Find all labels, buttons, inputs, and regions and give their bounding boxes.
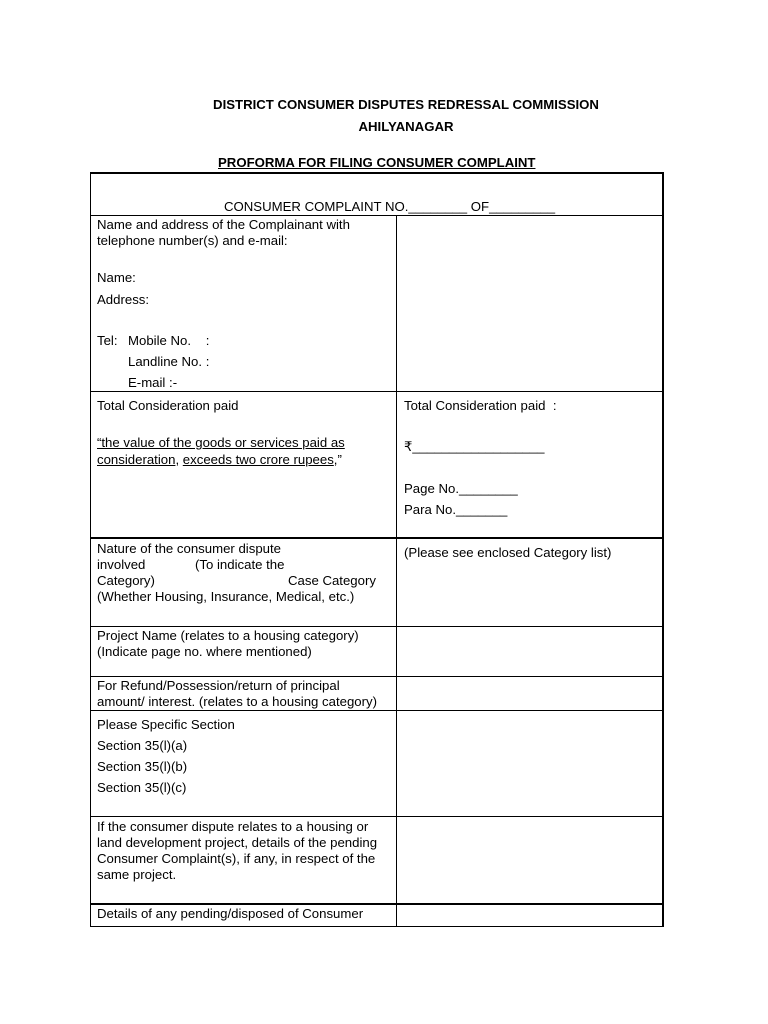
refund-line2: amount/ interest. (relates to a housing category) (97, 694, 378, 709)
section-title: Please Specific Section (97, 717, 235, 732)
complainant-intro-line2: telephone number(s) and e-mail: (97, 233, 288, 248)
complainant-tel-label: Tel: (97, 333, 118, 348)
complaint-number-blank: ________ (408, 199, 468, 214)
nature-line1: Nature of the consumer dispute (97, 541, 281, 556)
nature-line3b: Case Category (288, 573, 376, 588)
table-border-bottom (90, 926, 664, 927)
commission-place: AHILYANAGAR (358, 119, 454, 134)
section-item: Section 35(l)(c) (97, 780, 187, 795)
pending-line3: Consumer Complaint(s), if any, in respect of the (97, 851, 376, 866)
complainant-mobile-label: Mobile No. : (128, 333, 210, 348)
complaint-of-label: OF (470, 199, 490, 214)
row-divider (90, 537, 664, 539)
consideration-amount-line (404, 439, 544, 455)
complainant-email-label: E-mail :- (128, 375, 178, 390)
consideration-right-title: Total Consideration paid : (404, 398, 557, 413)
row-divider (90, 626, 664, 627)
amount-blank: __________________ (412, 439, 545, 454)
quote-comma: , (175, 452, 180, 467)
pending-line2: land development project, details of the pending (97, 835, 378, 850)
complainant-name-label: Name: (97, 270, 136, 285)
rupee-symbol: ₹ (404, 439, 413, 454)
quote-end: ,” (333, 452, 342, 467)
section-item: Section 35(l)(a) (97, 738, 188, 753)
row-divider (90, 676, 664, 677)
complainant-intro-line1: Name and address of the Complainant with (97, 217, 350, 232)
complaint-number-label: CONSUMER COMPLAINT NO. (224, 199, 409, 214)
consideration-para-no: Para No._______ (404, 502, 508, 517)
row-divider (90, 391, 664, 392)
details-line1: Details of any pending/disposed of Consumer (97, 906, 364, 921)
pending-line1: If the consumer dispute relates to a housing or (97, 819, 369, 834)
row-divider (90, 710, 664, 711)
row-divider (90, 816, 664, 817)
refund-line1: For Refund/Possession/return of principal (97, 678, 340, 693)
commission-title: DISTRICT CONSUMER DISPUTES REDRESSAL COMMISSION (213, 97, 599, 112)
nature-line3a: Category) (97, 573, 155, 588)
table-border-left (90, 172, 91, 927)
nature-line2a: involved (97, 557, 146, 572)
complainant-address-label: Address: (97, 292, 150, 307)
consideration-quote-line1: “the value of the goods or services paid as (97, 435, 345, 450)
quote-rest: exceeds two crore rupees (182, 452, 334, 467)
form-title: PROFORMA FOR FILING CONSUMER COMPLAINT (218, 155, 536, 170)
row-divider (90, 215, 664, 216)
quote-word-consideration: consideration (97, 452, 176, 467)
consideration-quote-line2 (97, 452, 342, 468)
complaint-year-blank: _________ (489, 199, 556, 214)
table-border-right (662, 172, 664, 927)
nature-line2b: (To indicate the (195, 557, 285, 572)
complaint-number-line (224, 199, 555, 215)
section-item: Section 35(l)(b) (97, 759, 188, 774)
consideration-left-title: Total Consideration paid (97, 398, 239, 413)
table-border-top (90, 172, 664, 174)
pending-line4: same project. (97, 867, 177, 882)
nature-line4: (Whether Housing, Insurance, Medical, etc.) (97, 589, 355, 604)
project-line2: (Indicate page no. where mentioned) (97, 644, 312, 659)
complainant-landline-label: Landline No. : (128, 354, 210, 369)
consideration-page-no: Page No.________ (404, 481, 518, 496)
row-divider (90, 903, 664, 905)
nature-right-note: (Please see enclosed Category list) (404, 545, 612, 560)
table-column-divider (396, 215, 397, 927)
project-line1: Project Name (relates to a housing category) (97, 628, 359, 643)
